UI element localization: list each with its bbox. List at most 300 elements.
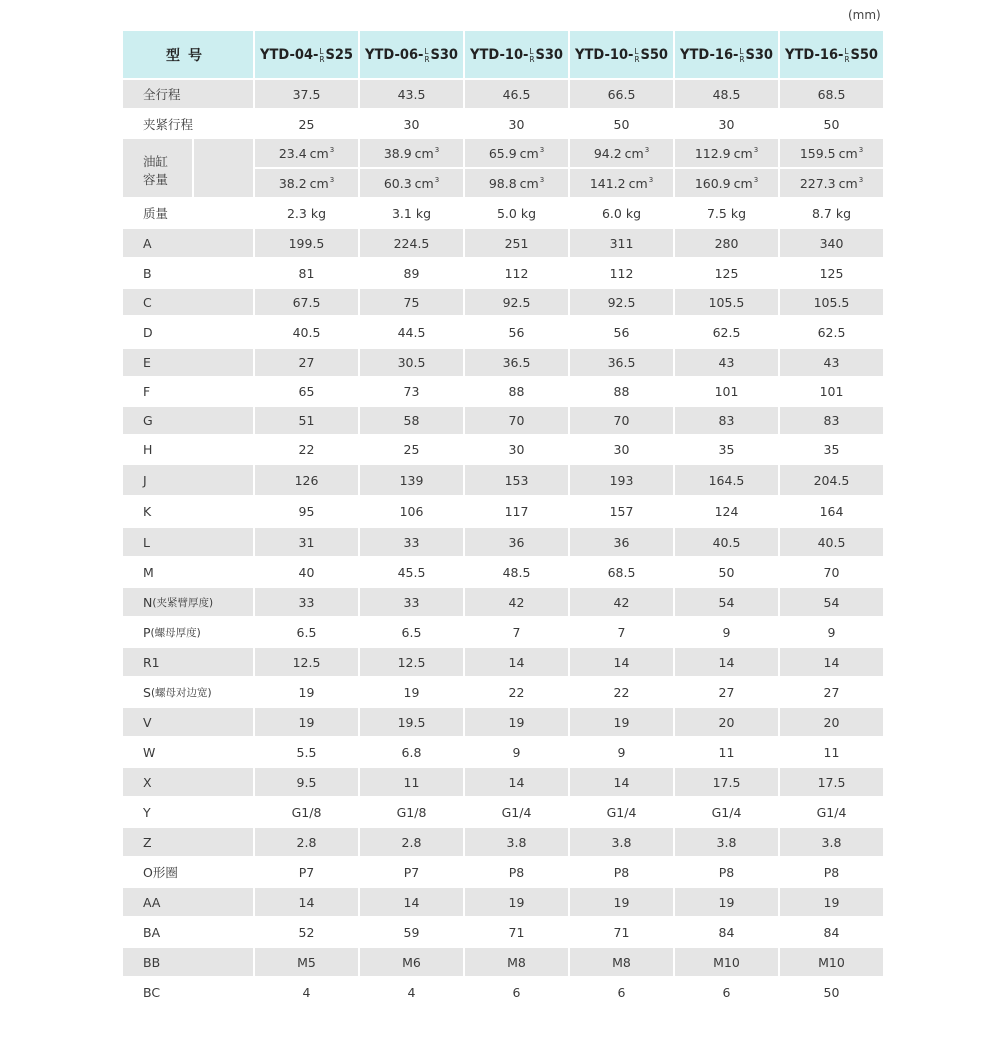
oil-cell (358, 169, 463, 197)
table-cell: 81 (253, 259, 358, 287)
row-label-text: N (143, 594, 153, 610)
table-row (123, 259, 888, 287)
table-cell: 73 (358, 378, 463, 405)
table-cell: 6 (673, 978, 778, 1006)
table-cell: 51 (253, 407, 358, 434)
row-label (123, 497, 253, 526)
table-cell: 84 (778, 918, 883, 946)
row-label (123, 349, 253, 376)
table-cell: G1/8 (253, 798, 358, 826)
model-lr-marker (319, 48, 324, 64)
model-lr-top: L (739, 46, 744, 56)
oil-unit: cm (519, 145, 539, 161)
table-cell: 43 (673, 349, 778, 376)
table-cell: 70 (778, 558, 883, 586)
oil-value: 112.9 (694, 145, 731, 161)
row-label-text: G (143, 413, 153, 428)
table-cell: 19 (568, 708, 673, 736)
row-label-text: W (143, 744, 156, 760)
table-cell: 35 (778, 436, 883, 463)
table-row (123, 317, 888, 347)
table-cell: 204.5 (778, 465, 883, 495)
table-cell: 3.8 (673, 828, 778, 856)
table-cell: 11 (778, 738, 883, 766)
table-cell: 3.8 (778, 828, 883, 856)
row-label (123, 918, 253, 946)
row-label-text: L (143, 534, 150, 550)
row-label (123, 618, 253, 646)
oil-cell (778, 139, 883, 167)
row-label-text: O形圈 (143, 865, 178, 880)
model-lr-bottom: R (634, 54, 640, 64)
table-cell: 50 (673, 558, 778, 586)
row-label (123, 948, 253, 976)
model-suffix: S50 (640, 46, 668, 63)
table-cell: 40.5 (778, 528, 883, 556)
table-cell: 22 (568, 678, 673, 706)
table-cell: 19 (463, 708, 568, 736)
oil-unit-exponent: 3 (539, 146, 545, 154)
table-cell: 199.5 (253, 229, 358, 257)
model-suffix: S30 (430, 46, 458, 63)
row-label-text: E (143, 355, 151, 370)
table-cell: 83 (673, 407, 778, 434)
model-prefix: YTD-16- (785, 46, 844, 63)
oil-value: 98.8 (488, 175, 517, 191)
table-cell: 30 (673, 110, 778, 138)
table-cell: 89 (358, 259, 463, 287)
table-row (123, 378, 888, 405)
model-suffix: S50 (850, 46, 878, 63)
table-cell: 17.5 (778, 768, 883, 796)
oil-unit-exponent: 3 (644, 146, 650, 154)
table-cell: 84 (673, 918, 778, 946)
row-label (123, 828, 253, 856)
table-cell: 19 (358, 678, 463, 706)
table-cell: 65 (253, 378, 358, 405)
table-cell: 20 (673, 708, 778, 736)
table-header (123, 31, 888, 78)
oil-value: 65.9 (488, 145, 517, 161)
row-label-text: X (143, 774, 152, 790)
table-cell: 44.5 (358, 317, 463, 347)
model-lr-marker (424, 48, 429, 64)
table-row (123, 858, 888, 886)
table-cell: 40.5 (253, 317, 358, 347)
oil-row-2 (253, 169, 883, 197)
row-label (123, 378, 253, 405)
table-cell: 14 (778, 648, 883, 676)
table-cell: P8 (463, 858, 568, 886)
table-cell: 19 (253, 708, 358, 736)
table-cell: P8 (778, 858, 883, 886)
row-label (123, 588, 253, 616)
oil-unit: cm (628, 175, 648, 191)
table-cell: 117 (463, 497, 568, 526)
model-lr-bottom: R (319, 54, 325, 64)
model-lr-bottom: R (529, 54, 535, 64)
table-row (123, 888, 888, 916)
row-label (123, 199, 253, 227)
table-cell: 95 (253, 497, 358, 526)
row-label-text: Y (143, 804, 151, 820)
model-lr-marker (739, 48, 744, 64)
oil-unit: cm (414, 175, 434, 191)
table-row (123, 708, 888, 736)
table-cell: G1/8 (358, 798, 463, 826)
oil-cell (568, 139, 673, 167)
table-cell: 14 (463, 648, 568, 676)
table-cell: 5.0 kg (463, 199, 568, 227)
row-label (123, 558, 253, 586)
table-cell: 105.5 (778, 289, 883, 315)
table-cell: 14 (568, 648, 673, 676)
table-cell: 11 (358, 768, 463, 796)
row-label (123, 317, 253, 347)
table-cell: 46.5 (463, 80, 568, 108)
table-cell: M8 (568, 948, 673, 976)
table-cell: 124 (673, 497, 778, 526)
table-cell: 4 (358, 978, 463, 1006)
row-label (123, 648, 253, 676)
oil-value: 159.5 (799, 145, 836, 161)
unit-label: (mm) (848, 8, 881, 22)
table-row (123, 768, 888, 796)
table-cell: 70 (568, 407, 673, 434)
table-cell: 50 (778, 978, 883, 1006)
table-cell: 42 (568, 588, 673, 616)
table-cell: 88 (568, 378, 673, 405)
table-cell: 8.7 kg (778, 199, 883, 227)
row-label (123, 738, 253, 766)
table-cell: 83 (778, 407, 883, 434)
table-cell: 33 (358, 528, 463, 556)
table-cell: 62.5 (673, 317, 778, 347)
table-cell: 30 (568, 436, 673, 463)
row-label-text: M (143, 564, 154, 580)
table-cell: 3.8 (463, 828, 568, 856)
table-cell: 340 (778, 229, 883, 257)
table-cell: 125 (778, 259, 883, 287)
table-cell: 27 (253, 349, 358, 376)
table-cell: 43.5 (358, 80, 463, 108)
oil-cell (253, 169, 358, 197)
model-suffix: S30 (745, 46, 773, 63)
table-cell: 19.5 (358, 708, 463, 736)
row-label (123, 858, 253, 886)
table-cell: 67.5 (253, 289, 358, 315)
row-label (123, 978, 253, 1006)
row-label (123, 768, 253, 796)
oil-value: 38.9 (383, 145, 412, 161)
table-row (123, 918, 888, 946)
table-cell: 43 (778, 349, 883, 376)
table-cell: 19 (673, 888, 778, 916)
oil-unit-exponent: 3 (858, 176, 864, 184)
table-cell: 6.5 (358, 618, 463, 646)
table-row (123, 465, 888, 495)
oil-unit: cm (838, 175, 858, 191)
table-row (123, 497, 888, 526)
model-prefix: YTD-04- (260, 46, 319, 63)
table-cell: 68.5 (778, 80, 883, 108)
oil-value: 23.4 (278, 145, 307, 161)
model-suffix: S30 (535, 46, 563, 63)
oil-cell (673, 169, 778, 197)
row-label (123, 229, 253, 257)
table-cell: 22 (253, 436, 358, 463)
table-cell: 6 (568, 978, 673, 1006)
table-row (123, 648, 888, 676)
table-row (123, 349, 888, 376)
oil-value: 227.3 (799, 175, 836, 191)
model-lr-bottom: R (739, 54, 745, 64)
table-cell: 280 (673, 229, 778, 257)
table-cell: 19 (253, 678, 358, 706)
table-cell: 106 (358, 497, 463, 526)
oil-capacity-label (123, 139, 253, 197)
table-cell: 4 (253, 978, 358, 1006)
table-row (123, 828, 888, 856)
row-label-text: K (143, 504, 152, 519)
table-cell: 33 (253, 588, 358, 616)
model-lr-bottom: R (424, 54, 430, 64)
row-label-text: P (143, 624, 151, 640)
oil-cell (568, 169, 673, 197)
oil-unit-exponent: 3 (753, 146, 759, 154)
row-label (123, 678, 253, 706)
row-label-text: B (143, 265, 152, 281)
table-cell: G1/4 (778, 798, 883, 826)
oil-unit-exponent: 3 (753, 176, 759, 184)
oil-value: 60.3 (383, 175, 412, 191)
table-cell: 125 (673, 259, 778, 287)
model-lr-marker (844, 48, 849, 64)
row-label (123, 708, 253, 736)
oil-cell (463, 169, 568, 197)
header-model-3 (463, 31, 568, 78)
oil-value: 141.2 (589, 175, 626, 191)
table-cell: 31 (253, 528, 358, 556)
row-label (123, 259, 253, 287)
table-row (123, 229, 888, 257)
row-label-text: BA (143, 924, 161, 940)
table-cell: 2.3 kg (253, 199, 358, 227)
table-cell: 71 (463, 918, 568, 946)
oil-unit-exponent: 3 (434, 146, 440, 154)
table-cell: 30 (358, 110, 463, 138)
table-cell: 40 (253, 558, 358, 586)
table-cell: 9.5 (253, 768, 358, 796)
row-label (123, 407, 253, 434)
table-cell: 311 (568, 229, 673, 257)
table-cell: 19 (778, 888, 883, 916)
table-row (123, 948, 888, 976)
table-cell: 37.5 (253, 80, 358, 108)
table-cell: 92.5 (463, 289, 568, 315)
table-cell: 45.5 (358, 558, 463, 586)
table-cell: 66.5 (568, 80, 673, 108)
table-row (123, 110, 888, 138)
table-row (123, 978, 888, 1006)
header-model-5 (673, 31, 778, 78)
model-lr-top: L (634, 46, 639, 56)
table-row (123, 738, 888, 766)
table-cell: 7.5 kg (673, 199, 778, 227)
table-cell: 56 (568, 317, 673, 347)
table-cell: 2.8 (253, 828, 358, 856)
table-cell: 48.5 (673, 80, 778, 108)
oil-row-1 (253, 139, 883, 167)
table-row (123, 436, 888, 463)
table-cell: 6.5 (253, 618, 358, 646)
table-cell: 14 (568, 768, 673, 796)
oil-unit: cm (838, 145, 858, 161)
model-prefix: YTD-06- (365, 46, 424, 63)
oil-value: 38.2 (278, 175, 307, 191)
oil-cell (673, 139, 778, 167)
table-cell: 50 (568, 110, 673, 138)
oil-value: 160.9 (694, 175, 731, 191)
table-cell: 20 (778, 708, 883, 736)
table-cell: 71 (568, 918, 673, 946)
table-cell: M10 (778, 948, 883, 976)
table-cell: 36 (463, 528, 568, 556)
table-row (123, 588, 888, 616)
table-cell: 30 (463, 436, 568, 463)
table-cell: 42 (463, 588, 568, 616)
table-cell: 35 (673, 436, 778, 463)
table-cell: 7 (463, 618, 568, 646)
table-cell: 68.5 (568, 558, 673, 586)
table-cell: 54 (673, 588, 778, 616)
row-label-text: 质量 (143, 206, 169, 221)
table-cell: 33 (358, 588, 463, 616)
table-cell: 193 (568, 465, 673, 495)
table-cell: M6 (358, 948, 463, 976)
table-cell: 2.8 (358, 828, 463, 856)
row-label (123, 436, 253, 463)
oil-unit: cm (624, 145, 644, 161)
oil-unit-exponent: 3 (539, 176, 545, 184)
table-row (123, 528, 888, 556)
row-label-text: 夹紧行程 (143, 117, 194, 132)
header-model-4 (568, 31, 673, 78)
model-prefix: YTD-10- (470, 46, 529, 63)
row-label-text: R1 (143, 654, 160, 670)
header-model-6 (778, 31, 883, 78)
table-cell: M8 (463, 948, 568, 976)
row-label (123, 798, 253, 826)
table-cell: P8 (673, 858, 778, 886)
table-cell: 92.5 (568, 289, 673, 315)
model-lr-top: L (844, 46, 849, 56)
row-label (123, 528, 253, 556)
table-cell: 36 (568, 528, 673, 556)
table-cell: 105.5 (673, 289, 778, 315)
table-cell: 12.5 (253, 648, 358, 676)
table-cell: 5.5 (253, 738, 358, 766)
row-label-text: A (143, 235, 152, 251)
table-cell: 9 (463, 738, 568, 766)
oil-unit-exponent: 3 (434, 176, 440, 184)
table-cell: 36.5 (568, 349, 673, 376)
table-cell: 6.8 (358, 738, 463, 766)
row-label-text: J (143, 472, 147, 488)
table-cell: 40.5 (673, 528, 778, 556)
table-cell: G1/4 (673, 798, 778, 826)
row-label-note: (螺母对边宽) (150, 686, 212, 699)
table-cell: 30.5 (358, 349, 463, 376)
table-cell: 75 (358, 289, 463, 315)
table-cell: 9 (778, 618, 883, 646)
table-row (123, 289, 888, 315)
table-row (123, 407, 888, 434)
table-cell: 27 (778, 678, 883, 706)
table-cell: 101 (673, 378, 778, 405)
oil-unit: cm (733, 175, 753, 191)
oil-label-line1: 油缸 (143, 154, 169, 169)
oil-cell (463, 139, 568, 167)
table-cell: 126 (253, 465, 358, 495)
row-label-text: C (143, 294, 152, 310)
table-cell: 164.5 (673, 465, 778, 495)
table-cell: G1/4 (568, 798, 673, 826)
model-lr-marker (529, 48, 534, 64)
table-cell: 19 (463, 888, 568, 916)
table-cell: 101 (778, 378, 883, 405)
table-cell: 251 (463, 229, 568, 257)
oil-cell (253, 139, 358, 167)
model-lr-top: L (319, 46, 324, 56)
oil-label-divider (192, 139, 194, 197)
table-cell: M5 (253, 948, 358, 976)
row-label-text: H (143, 442, 153, 457)
table-cell: 6.0 kg (568, 199, 673, 227)
oil-unit-exponent: 3 (329, 146, 335, 154)
table-cell: 52 (253, 918, 358, 946)
row-label-text: F (143, 384, 151, 399)
table-row (123, 678, 888, 706)
header-model-1 (253, 31, 358, 78)
table-cell: 14 (673, 648, 778, 676)
row-label (123, 110, 253, 138)
table-cell: 88 (463, 378, 568, 405)
table-cell: 17.5 (673, 768, 778, 796)
table-cell: 25 (253, 110, 358, 138)
row-label (123, 289, 253, 315)
table-cell: 112 (463, 259, 568, 287)
table-cell: 224.5 (358, 229, 463, 257)
row-label (123, 465, 253, 495)
header-model-2 (358, 31, 463, 78)
table-cell: 59 (358, 918, 463, 946)
table-cell: 50 (778, 110, 883, 138)
table-cell: 19 (568, 888, 673, 916)
oil-cell (778, 169, 883, 197)
table-cell: 22 (463, 678, 568, 706)
table-cell: 14 (463, 768, 568, 796)
table-cell: 153 (463, 465, 568, 495)
row-label-note: (夹紧臂厚度) (152, 596, 214, 609)
row-label-text: AA (143, 894, 161, 910)
table-cell: 25 (358, 436, 463, 463)
model-prefix: YTD-10- (575, 46, 634, 63)
oil-unit-exponent: 3 (329, 176, 335, 184)
table-cell: 164 (778, 497, 883, 526)
table-cell: 27 (673, 678, 778, 706)
table-cell: P8 (568, 858, 673, 886)
